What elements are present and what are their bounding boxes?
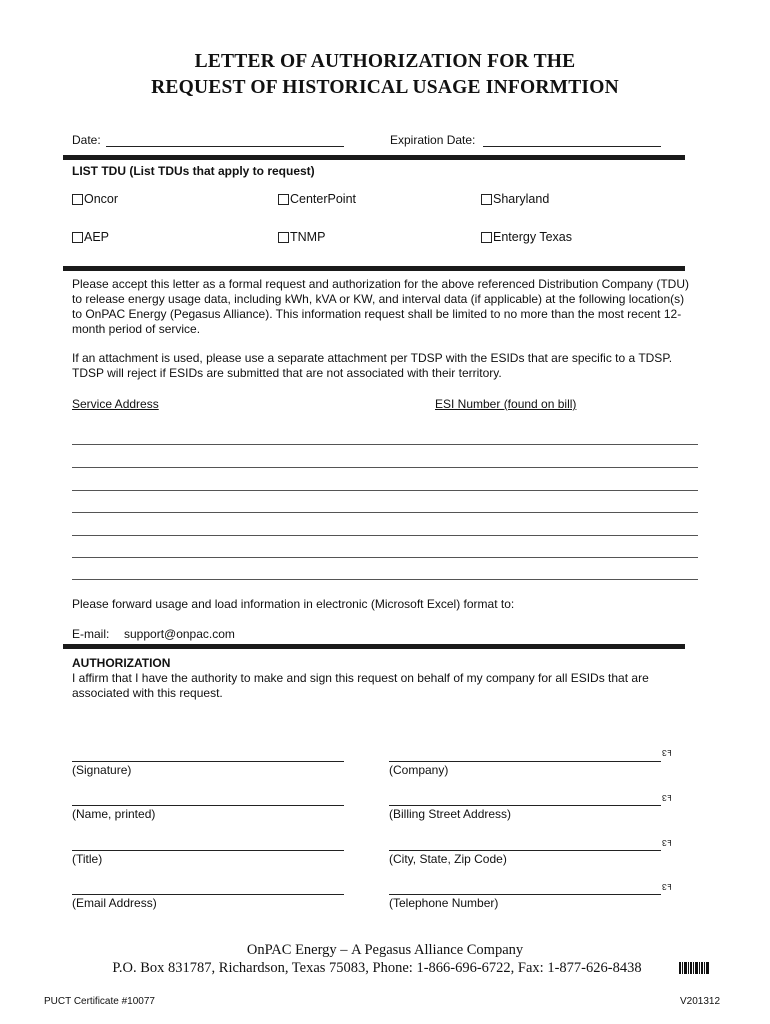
- forward-instructions: Please forward usage and load information in electronic (Microsoft Excel) format to:: [72, 597, 515, 611]
- tdu-option-entergy-texas[interactable]: [481, 230, 572, 244]
- tdu-option-label: Sharyland: [493, 192, 550, 206]
- margin-mark: ƐℲ: [662, 748, 672, 757]
- barcode-icon: [679, 962, 711, 974]
- city-state-zip-label: (City, State, Zip Code): [389, 852, 507, 866]
- tdu-option-sharyland[interactable]: [481, 192, 549, 206]
- margin-mark: ƐℲ: [662, 882, 672, 891]
- service-address-line[interactable]: [72, 490, 698, 491]
- tdu-option-label: AEP: [84, 230, 110, 244]
- tdu-option-aep[interactable]: [72, 230, 109, 244]
- tdu-option-centerpoint[interactable]: [278, 192, 356, 206]
- tdu-option-label: TNMP: [290, 230, 326, 244]
- tdu-heading: LIST TDU (List TDUs that apply to request): [72, 164, 315, 178]
- service-address-line[interactable]: [72, 557, 698, 558]
- authorization-request-paragraph: Please accept this letter as a formal request and authorization for the above referenced Distribution Company (TDU) to release energy usage data, including kWh, kVA or KW, and interval data (if applicable) at the following location(s) to OnPAC Energy (Pegasus Alliance). This information request shall be limited to no more than the most recent 12-month period of service.: [72, 277, 689, 336]
- date-label: Date:: [72, 133, 101, 147]
- name-printed-field[interactable]: [72, 805, 344, 806]
- title-label: (Title): [72, 852, 103, 866]
- billing-street-address-field[interactable]: [389, 805, 661, 806]
- tdu-option-oncor[interactable]: [72, 192, 118, 206]
- oncor-checkbox[interactable]: [72, 194, 83, 205]
- puct-certificate: PUCT Certificate #10077: [44, 996, 155, 1007]
- divider: [63, 644, 685, 649]
- name-printed-label: (Name, printed): [72, 807, 156, 821]
- entergy-texas-checkbox[interactable]: [481, 232, 492, 243]
- email-value: support@onpac.com: [124, 627, 235, 641]
- billing-street-address-label: (Billing Street Address): [389, 807, 512, 821]
- footer-company-line: OnPAC Energy – A Pegasus Alliance Company: [246, 942, 524, 958]
- email-address-field[interactable]: [72, 894, 344, 895]
- email-address-label: (Email Address): [72, 896, 157, 910]
- telephone-number-label: (Telephone Number): [389, 896, 499, 910]
- title-field[interactable]: [72, 850, 344, 851]
- esi-number-label: ESI Number (found on bill): [435, 397, 577, 411]
- attachment-instructions-paragraph: If an attachment is used, please use a separate attachment per TDSP with the ESIDs that are specific to a TDSP. TDSP will reject if ESIDs are submitted that are not associated with their territory.: [72, 351, 673, 380]
- date-field[interactable]: [106, 146, 344, 147]
- email-label: E-mail:: [72, 627, 110, 641]
- service-address-line[interactable]: [72, 467, 698, 468]
- tdu-option-label: Entergy Texas: [493, 230, 572, 244]
- margin-mark: ƐℲ: [662, 793, 672, 802]
- divider: [63, 155, 685, 160]
- company-field[interactable]: [389, 761, 661, 762]
- sharyland-checkbox[interactable]: [481, 194, 492, 205]
- tdu-option-label: CenterPoint: [290, 192, 357, 206]
- expiration-date-field[interactable]: [483, 146, 661, 147]
- document-title-line-2: REQUEST OF HISTORICAL USAGE INFORMTION: [151, 77, 619, 98]
- city-state-zip-field[interactable]: [389, 850, 661, 851]
- footer-address-line: P.O. Box 831787, Richardson, Texas 75083, Phone: 1-866-696-6722, Fax: 1-877-626-8438: [112, 960, 642, 976]
- tnmp-checkbox[interactable]: [278, 232, 289, 243]
- service-address-line[interactable]: [72, 444, 698, 445]
- authorization-statement: I affirm that I have the authority to make and sign this request on behalf of my company for all ESIDs that are associated with this request.: [72, 671, 649, 700]
- tdu-option-label: Oncor: [84, 192, 119, 206]
- tdu-option-tnmp[interactable]: [278, 230, 325, 244]
- company-label: (Company): [389, 763, 449, 777]
- service-address-line[interactable]: [72, 512, 698, 513]
- divider: [63, 266, 685, 271]
- telephone-number-field[interactable]: [389, 894, 661, 895]
- margin-mark: ƐℲ: [662, 838, 672, 847]
- signature-field[interactable]: [72, 761, 344, 762]
- authorization-heading: AUTHORIZATION: [72, 656, 171, 670]
- centerpoint-checkbox[interactable]: [278, 194, 289, 205]
- aep-checkbox[interactable]: [72, 232, 83, 243]
- expiration-date-label: Expiration Date:: [390, 133, 476, 147]
- service-address-line[interactable]: [72, 579, 698, 580]
- signature-label: (Signature): [72, 763, 132, 777]
- document-title-line-1: LETTER OF AUTHORIZATION FOR THE: [194, 51, 576, 72]
- service-address-label: Service Address: [72, 397, 159, 411]
- version-code: V201312: [680, 996, 721, 1007]
- service-address-line[interactable]: [72, 535, 698, 536]
